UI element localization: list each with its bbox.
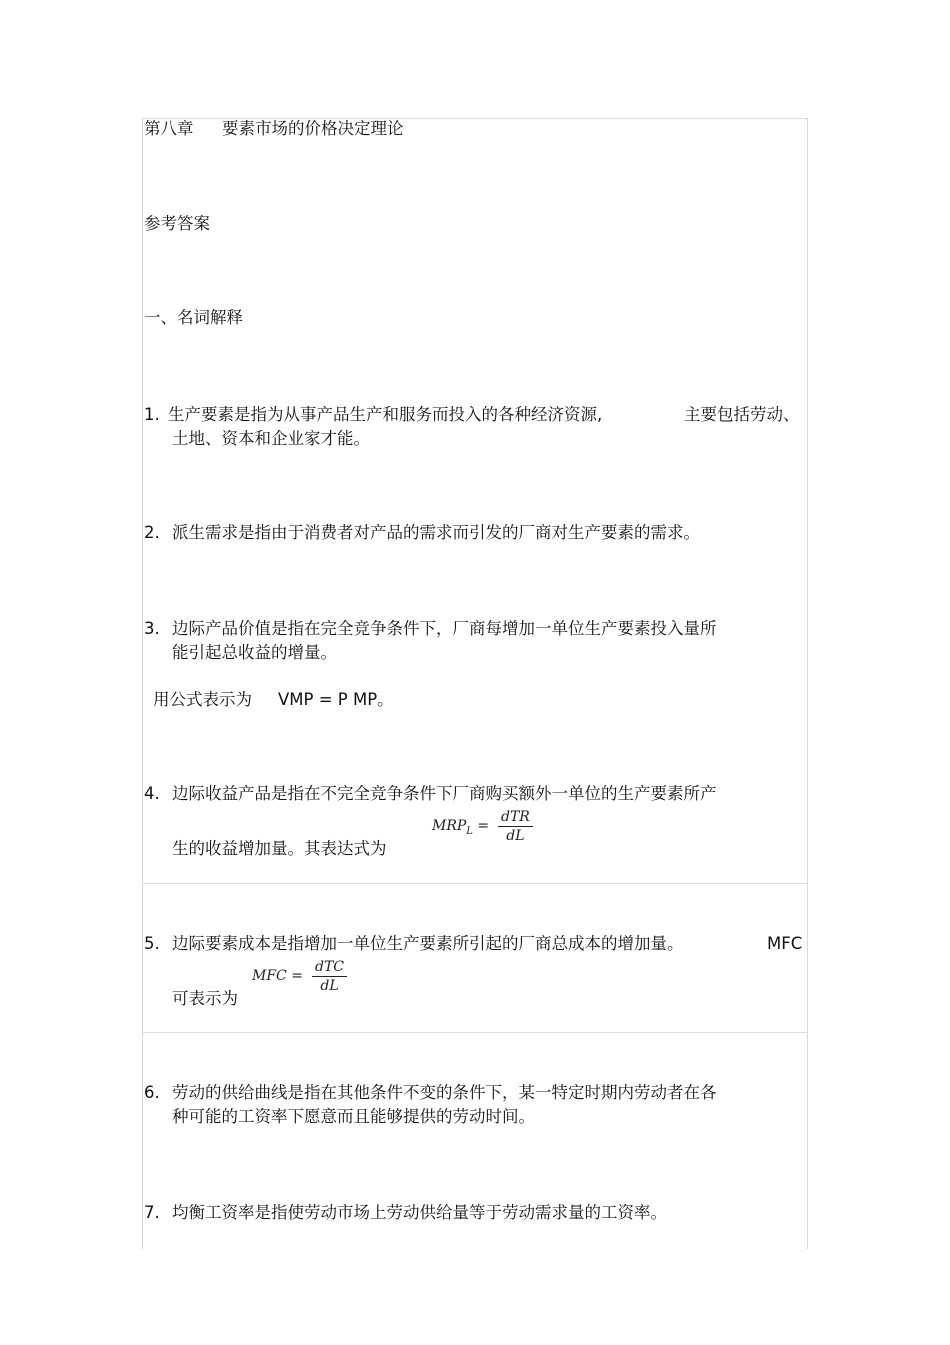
item-text: MFC <box>767 934 803 953</box>
denominator: dL <box>506 828 525 844</box>
item-number: 2. <box>144 523 160 542</box>
formula-mrp: $MRP_L$ = <box>432 818 490 837</box>
formula-mfc: MFC = <box>252 968 303 984</box>
numerator: dTC <box>312 958 347 977</box>
item-number: 7. <box>144 1203 160 1222</box>
item-text: 土地、资本和企业家才能。 <box>172 429 370 448</box>
item-text: 可表示为 <box>172 989 238 1008</box>
item-text: 生的收益增加量。其表达式为 <box>172 839 387 858</box>
item-number: 5. <box>144 934 160 953</box>
numerator: dTR <box>498 808 533 827</box>
formula-text: VMP = P MP。 <box>278 690 394 709</box>
item-text: 种可能的工资率下愿意而且能够提供的劳动时间。 <box>172 1107 535 1126</box>
content-frame <box>142 118 808 1249</box>
item-text: 生产要素是指为从事产品生产和服务而投入的各种经济资源, <box>168 405 603 424</box>
denominator: dL <box>320 978 339 994</box>
item-number: 6. <box>144 1083 160 1102</box>
divider <box>142 1032 807 1033</box>
item-text: 派生需求是指由于消费者对产品的需求而引发的厂商对生产要素的需求。 <box>172 523 700 542</box>
item-text: 均衡工资率是指使劳动市场上劳动供给量等于劳动需求量的工资率。 <box>172 1203 667 1222</box>
fraction <box>312 958 347 995</box>
item-text: 边际收益产品是指在不完全竞争条件下厂商购买额外一单位的生产要素所产 <box>172 784 717 803</box>
item-number: 1. <box>144 405 160 424</box>
item-text: 能引起总收益的增量。 <box>172 643 337 662</box>
answer-heading: 参考答案 <box>144 214 210 233</box>
item-number: 4. <box>144 784 160 803</box>
item-text: 劳动的供给曲线是指在其他条件不变的条件下，某一特定时期内劳动者在各 <box>172 1083 717 1102</box>
formula-label: 用公式表示为 <box>153 690 252 709</box>
chapter-title: 要素市场的价格决定理论 <box>222 119 404 138</box>
item-text: 主要包括劳动、 <box>684 405 800 424</box>
item-text: 边际产品价值是指在完全竞争条件下，厂商每增加一单位生产要素投入量所 <box>172 619 717 638</box>
section-heading: 一、名词解释 <box>144 308 243 327</box>
divider <box>142 883 807 884</box>
chapter-number: 第八章 <box>144 119 194 138</box>
item-number: 3. <box>144 619 160 638</box>
fraction <box>498 808 533 845</box>
item-text: 边际要素成本是指增加一单位生产要素所引起的厂商总成本的增加量。 <box>172 934 684 953</box>
